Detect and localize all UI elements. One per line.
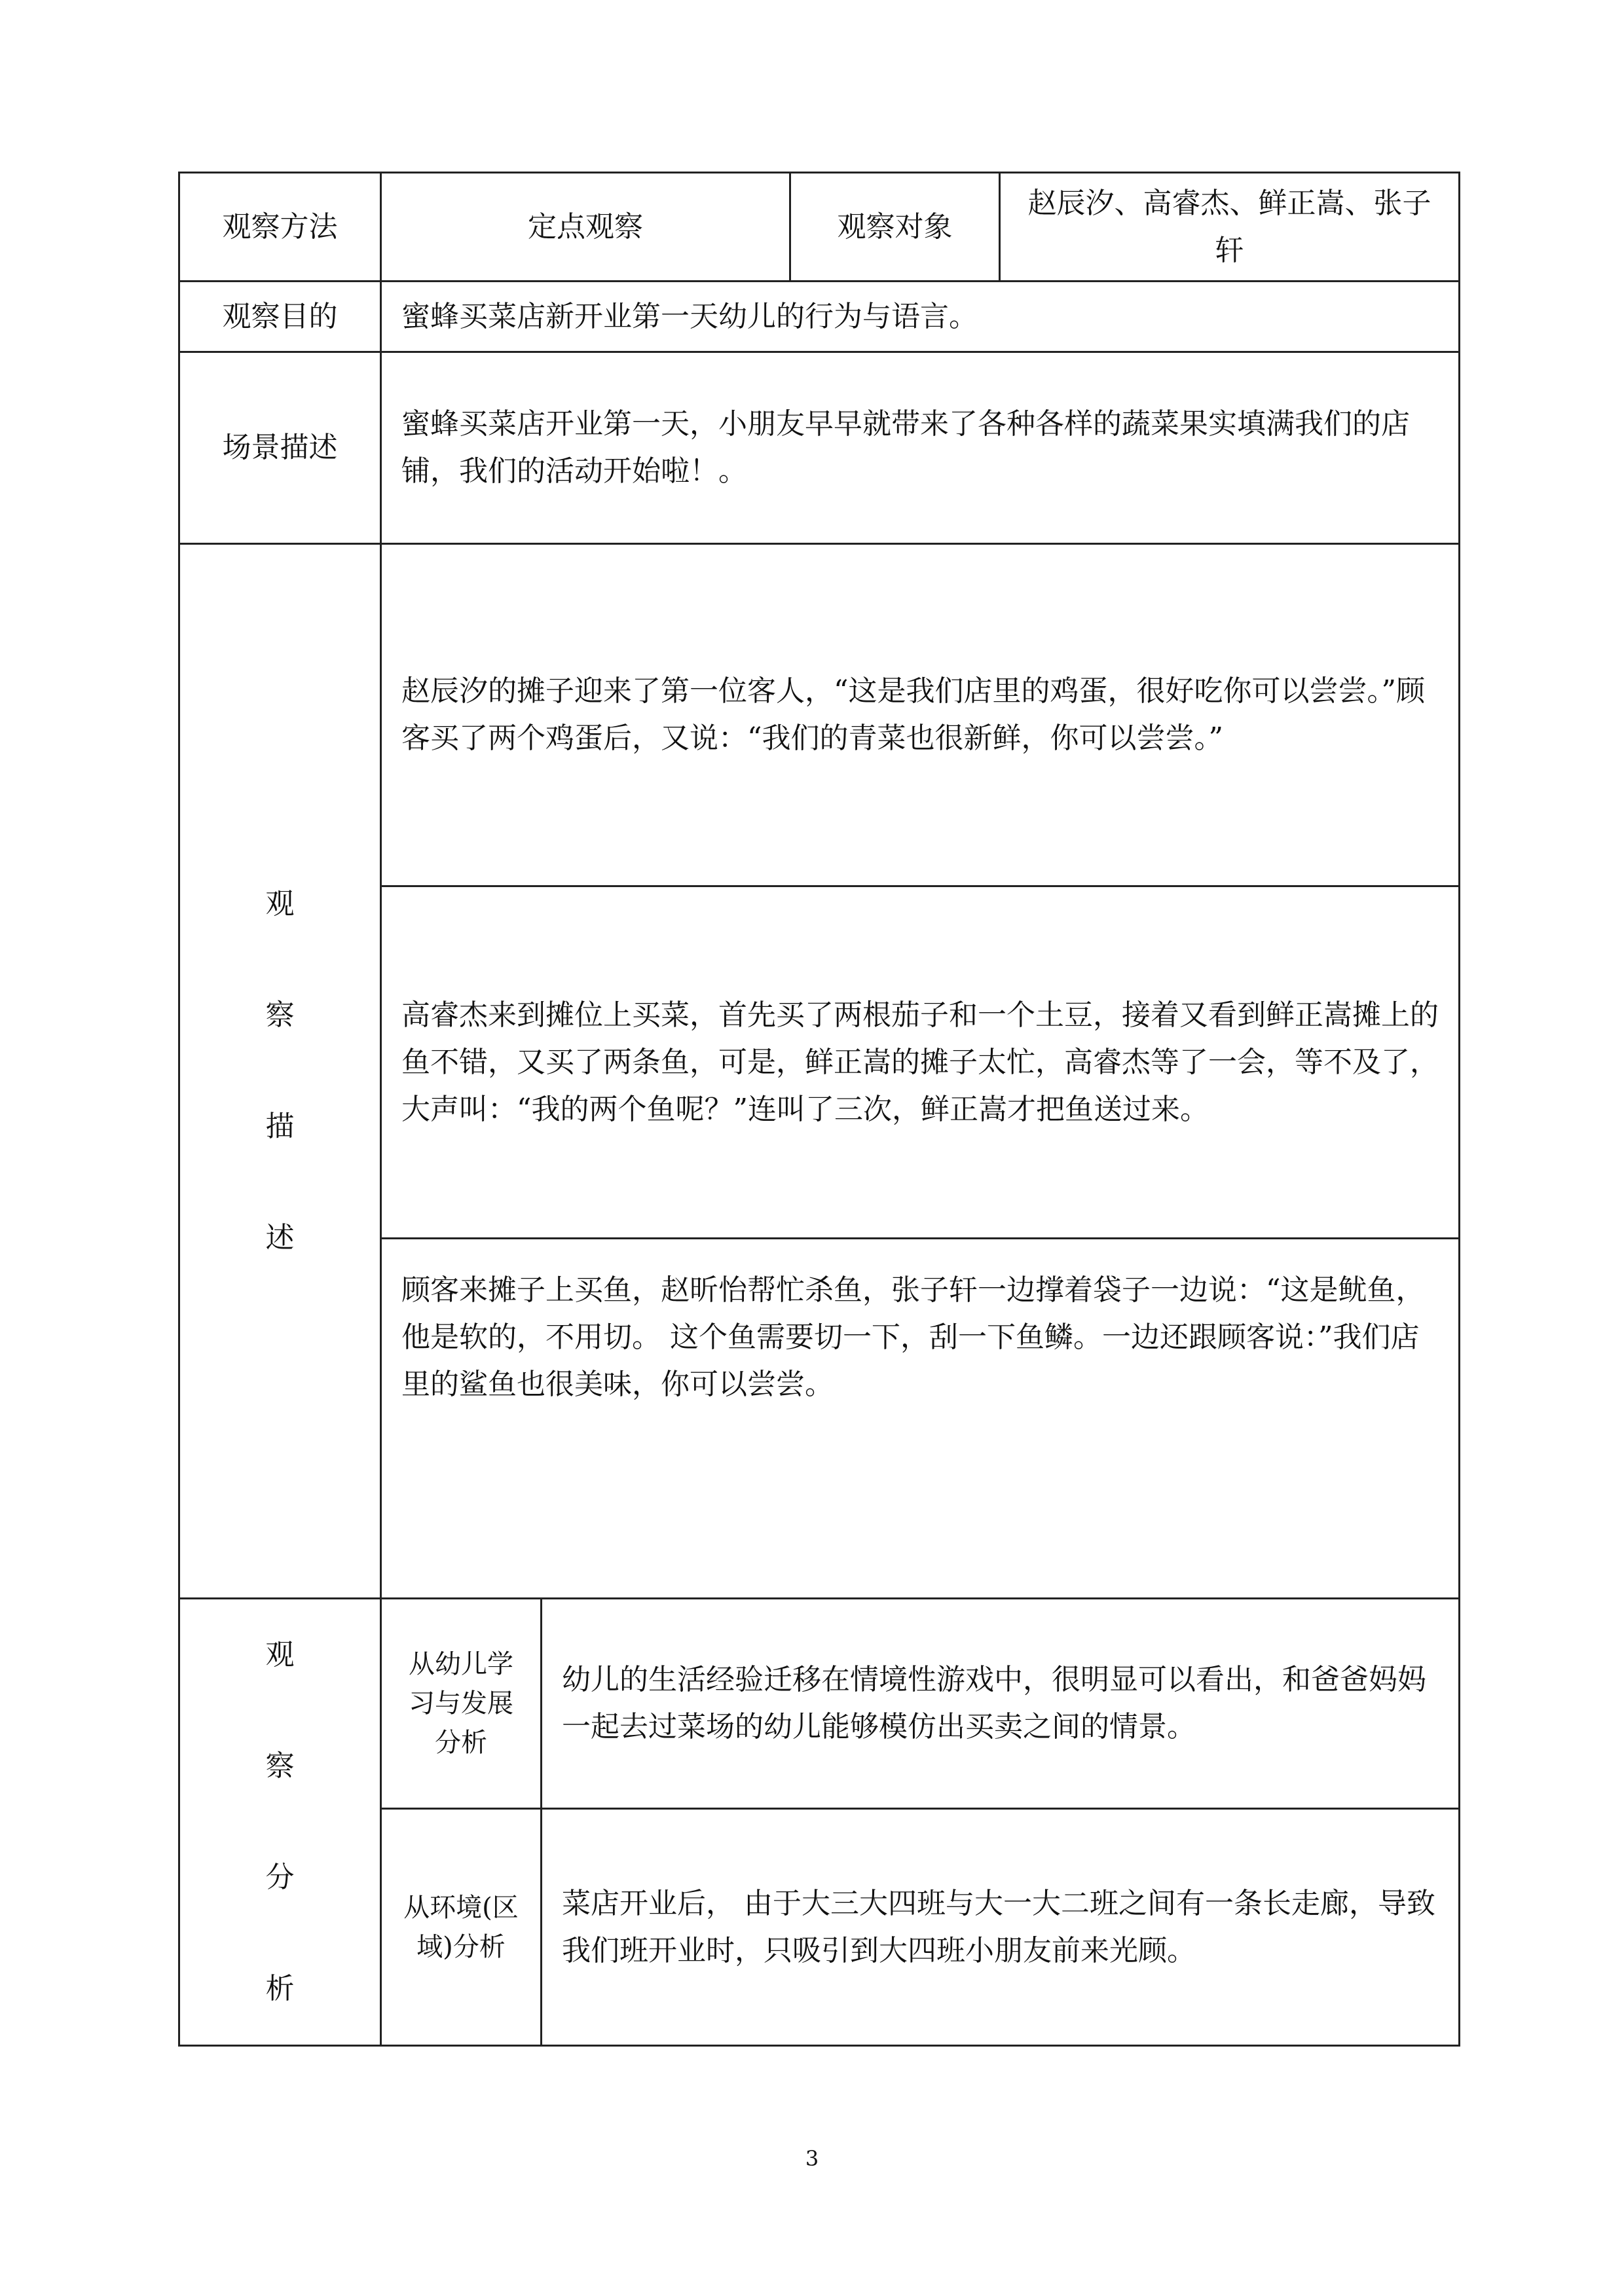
description-text-3: 顾客来摊子上买鱼，赵昕怡帮忙杀鱼，张子轩一边撑着袋子一边说：“这是鱿鱼，他是软的，不用切。 这个鱼需要切一下，刮一下鱼鳞。一边还跟顾客说：”我们店里的鲨鱼也很美味，你可以尝尝。 [401, 1273, 1425, 1401]
analysis-label-chars [266, 1599, 295, 2045]
purpose-value: 蜜蜂买菜店新开业第一天幼儿的行为与语言。 [381, 282, 1460, 352]
description-paragraph-2 [381, 886, 1460, 1239]
scene-row [179, 352, 1460, 544]
description-label-chars [266, 848, 295, 1294]
description-row-1 [179, 544, 1460, 886]
analysis-label-char: 分 [265, 1861, 295, 1894]
analysis-row-1 [179, 1599, 1460, 1809]
analysis-label-char: 察 [265, 1749, 295, 1783]
page-number: 3 [805, 2146, 819, 2171]
analysis-label [179, 1599, 381, 2046]
method-value: 定点观察 [381, 173, 790, 282]
description-label-char: 观 [265, 887, 295, 920]
analysis-development-label: 从幼儿学习与发展分析 [381, 1599, 542, 1809]
purpose-label: 观察目的 [179, 282, 381, 352]
analysis-development-text: 幼儿的生活经验迁移在情境性游戏中，很明显可以看出，和爸爸妈妈一起去过菜场的幼儿能够模仿出买卖之间的情景。 [542, 1599, 1460, 1809]
description-paragraph-1 [381, 544, 1460, 886]
scene-label: 场景描述 [179, 352, 381, 544]
analysis-environment-text: 菜店开业后， 由于大三大四班与大一大二班之间有一条长走廊，导致我们班开业时，只吸引到大四班小朋友前来光顾。 [542, 1809, 1460, 2046]
target-label: 观察对象 [790, 173, 1000, 282]
method-row [179, 173, 1460, 282]
target-value: 赵辰汐、高睿杰、鲜正嵩、张子轩 [1000, 173, 1460, 282]
description-paragraph-3 [381, 1239, 1460, 1599]
description-label [179, 544, 381, 1599]
observation-table [178, 172, 1460, 2047]
method-label: 观察方法 [179, 173, 381, 282]
scene-value: 蜜蜂买菜店开业第一天，小朋友早早就带来了各种各样的蔬菜果实填满我们的店铺，我们的活动开始啦！。 [381, 352, 1460, 544]
analysis-label-char: 观 [265, 1638, 295, 1671]
analysis-label-char: 析 [265, 1972, 295, 2005]
purpose-row [179, 282, 1460, 352]
description-text-2: 高睿杰来到摊位上买菜，首先买了两根茄子和一个土豆，接着又看到鲜正嵩摊上的鱼不错，又买了两条鱼，可是，鲜正嵩的摊子太忙，高睿杰等了一会，等不及了，大声叫：“我的两个鱼呢？”连叫了三次，鲜正嵩才把鱼送过来。 [401, 998, 1439, 1126]
description-label-char: 描 [265, 1110, 295, 1143]
description-text-1: 赵辰汐的摊子迎来了第一位客人，“这是我们店里的鸡蛋，很好吃你可以尝尝。”顾客买了两个鸡蛋后，又说：“我们的青菜也很新鲜，你可以尝尝。” [401, 674, 1425, 755]
description-label-char: 述 [265, 1221, 295, 1254]
analysis-environment-label: 从环境(区域)分析 [381, 1809, 542, 2046]
description-label-char: 察 [265, 998, 295, 1032]
